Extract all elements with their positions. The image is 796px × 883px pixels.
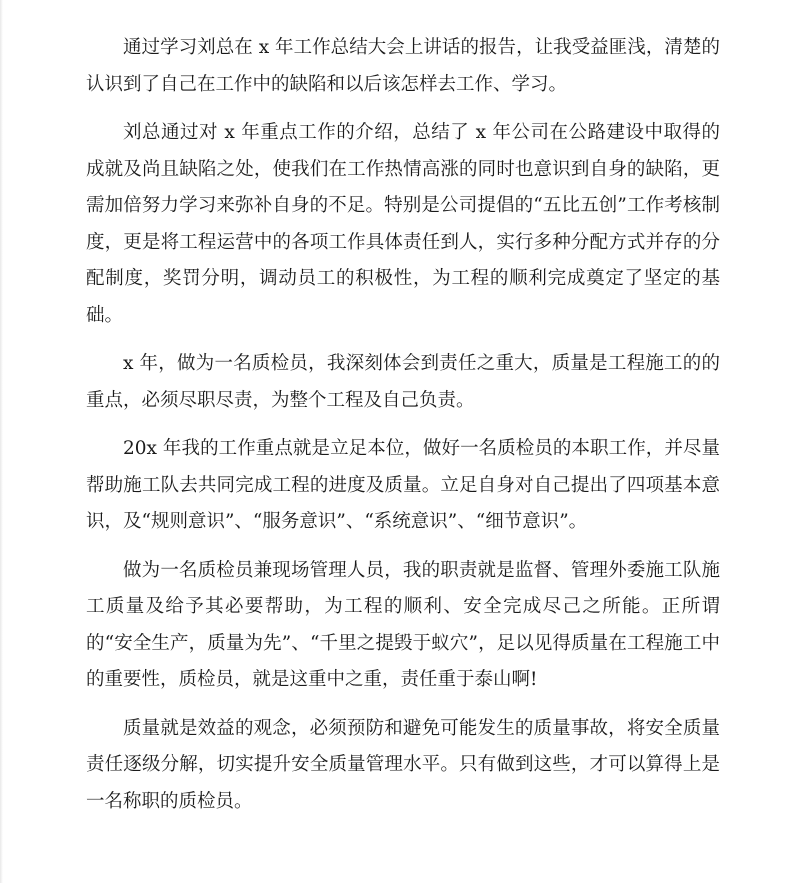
paragraph-2: 刘总通过对 x 年重点工作的介绍，总结了 x 年公司在公路建设中取得的成就及尚且缺陷之处，使我们在工作热情高涨的同时也意识到自身的缺陷，更需加倍努力学习来弥补自身的不足。特别是公司提倡的“五比五创”工作考核制度，更是将工程运营中的各项工作具体责任到人，实行多种分配方式并存的分配制度，奖罚分明，调动员工的积极性，为工程的顺利完成奠定了坚定的基础。	[86, 122, 720, 326]
paragraph-6: 质量就是效益的观念，必须预防和避免可能发生的质量事故，将安全质量责任逐级分解，切实提升安全质量管理水平。只有做到这些，才可以算得上是一名称职的质检员。	[86, 717, 720, 812]
paragraph-4: 20x 年我的工作重点就是立足本位，做好一名质检员的本职工作，并尽量帮助施工队去共同完成工程的进度及质量。立足自身对自己提出了四项基本意识，及“规则意识”、“服务意识”、“系统意识”、“细节意识”。	[86, 438, 720, 532]
page-edge-shadow	[0, 0, 3, 883]
paragraph-1: 通过学习刘总在 x 年工作总结大会上讲话的报告，让我受益匪浅，清楚的认识到了自己在工作中的缺陷和以后该怎样去工作、学习。	[86, 37, 720, 95]
paragraph-3: x 年，做为一名质检员，我深刻体会到责任之重大，质量是工程施工的的重点，必须尽职尽责，为整个工程及自己负责。	[86, 353, 720, 411]
paragraph-5: 做为一名质检员兼现场管理人员，我的职责就是监督、管理外委施工队施工质量及给予其必要帮助，为工程的顺利、安全完成尽己之所能。正所谓的“安全生产，质量为先”、“千里之提毁于蚁穴”，足以见得质量在工程施工中的重要性，质检员，就是这重中之重，责任重于泰山啊!	[86, 559, 720, 690]
document-body	[86, 30, 720, 832]
